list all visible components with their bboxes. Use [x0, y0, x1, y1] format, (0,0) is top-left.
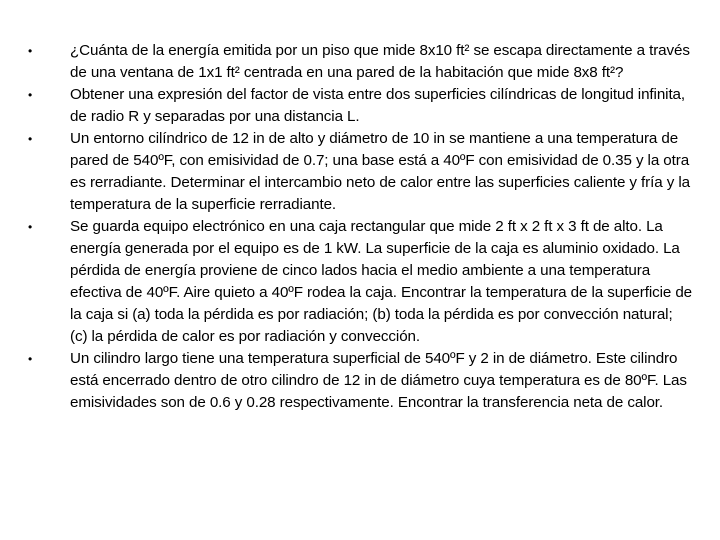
bullet-icon: • — [28, 88, 33, 102]
problem-text: Obtener una expresión del factor de vista entre dos superficies cilíndricas de longitud infinita, de radio R y separadas por una distancia L. — [70, 86, 686, 125]
bullet-icon: • — [28, 352, 33, 366]
problem-text: Un entorno cilíndrico de 12 in de alto y diámetro de 10 in se mantiene a una temperatura de pared de 540ºF, con emisividad de 0.7; una base está a 40ºF con emisividad de 0.35 y la otra es rerradiante. Determinar el intercambio neto de calor entre las superficies caliente y fría y la temperatura de la superficie rerradiante. — [70, 130, 690, 213]
list-item — [28, 348, 694, 414]
problem-text: ¿Cuánta de la energía emitida por un piso que mide 8x10 ft² se escapa directamente a través de una ventana de 1x1 ft² centrada en una pared de la habitación que mide 8x8 ft²? — [70, 42, 690, 81]
bullet-icon: • — [28, 220, 33, 234]
bullet-icon: • — [28, 44, 33, 58]
bullet-icon: • — [28, 132, 33, 146]
list-item — [28, 216, 694, 348]
problem-text: Se guarda equipo electrónico en una caja rectangular que mide 2 ft x 2 ft x 3 ft de alto. La energía generada por el equipo es de 1 kW. La superficie de la caja es aluminio oxidado. La pérdida de energía proviene de cinco lados hacia el medio ambiente a una temperatura efectiva de 40ºF. Aire quieto a 40ºF rodea la caja. Encontrar la temperatura de la superficie de la caja si (a) toda la pérdida es por radiación; (b) toda la pérdida es por convección natural; (c) la pérdida de calor es por radiación y convección. — [70, 218, 693, 345]
problem-list — [28, 40, 694, 414]
list-item — [28, 84, 694, 128]
problem-text: Un cilindro largo tiene una temperatura superficial de 540ºF y 2 in de diámetro. Este cilindro está encerrado dentro de otro cilindro de 12 in de diámetro cuya temperatura es de 80ºF. Las emisividades son de 0.6 y 0.28 respectivamente. Encontrar la transferencia neta de calor. — [70, 350, 687, 411]
list-item — [28, 40, 694, 84]
list-item — [28, 128, 694, 216]
